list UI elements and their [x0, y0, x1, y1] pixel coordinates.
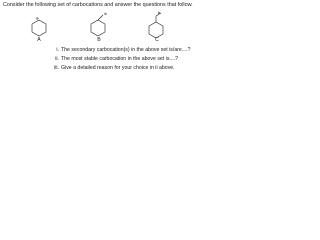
charge-icon-c: ⊕: [157, 11, 161, 15]
structure-label-c: C: [155, 37, 159, 43]
question-item: [50, 55, 190, 64]
question-text: Give a detailed reason for your choice in ii above.: [61, 65, 175, 71]
question-text: The most stable carbocation in the above set is....?: [61, 56, 179, 62]
structure-b: [91, 12, 107, 36]
question-text: The secondary carbocation(s) in the above set is/are....?: [61, 47, 191, 53]
charge-icon-b: ⊕: [104, 12, 107, 16]
question-prompt: Consider the following set of carbocations and answer the questions that follow.: [3, 2, 193, 8]
ring-c: [149, 22, 163, 38]
ring-a: [32, 20, 46, 36]
structure-a: [32, 17, 46, 37]
charge-icon-a: ⊕: [35, 16, 39, 21]
structure-label-b: B: [97, 37, 101, 43]
question-number: ii.: [55, 56, 59, 62]
structure-label-a: A: [37, 37, 41, 43]
methyl-bond-b: [98, 15, 103, 20]
question-number: iii.: [54, 65, 59, 71]
ring-b: [91, 20, 105, 36]
question-list: [50, 46, 190, 73]
question-item: [50, 64, 190, 73]
question-item: [50, 46, 190, 55]
structure-c: [149, 11, 163, 38]
question-number: i.: [56, 47, 59, 53]
